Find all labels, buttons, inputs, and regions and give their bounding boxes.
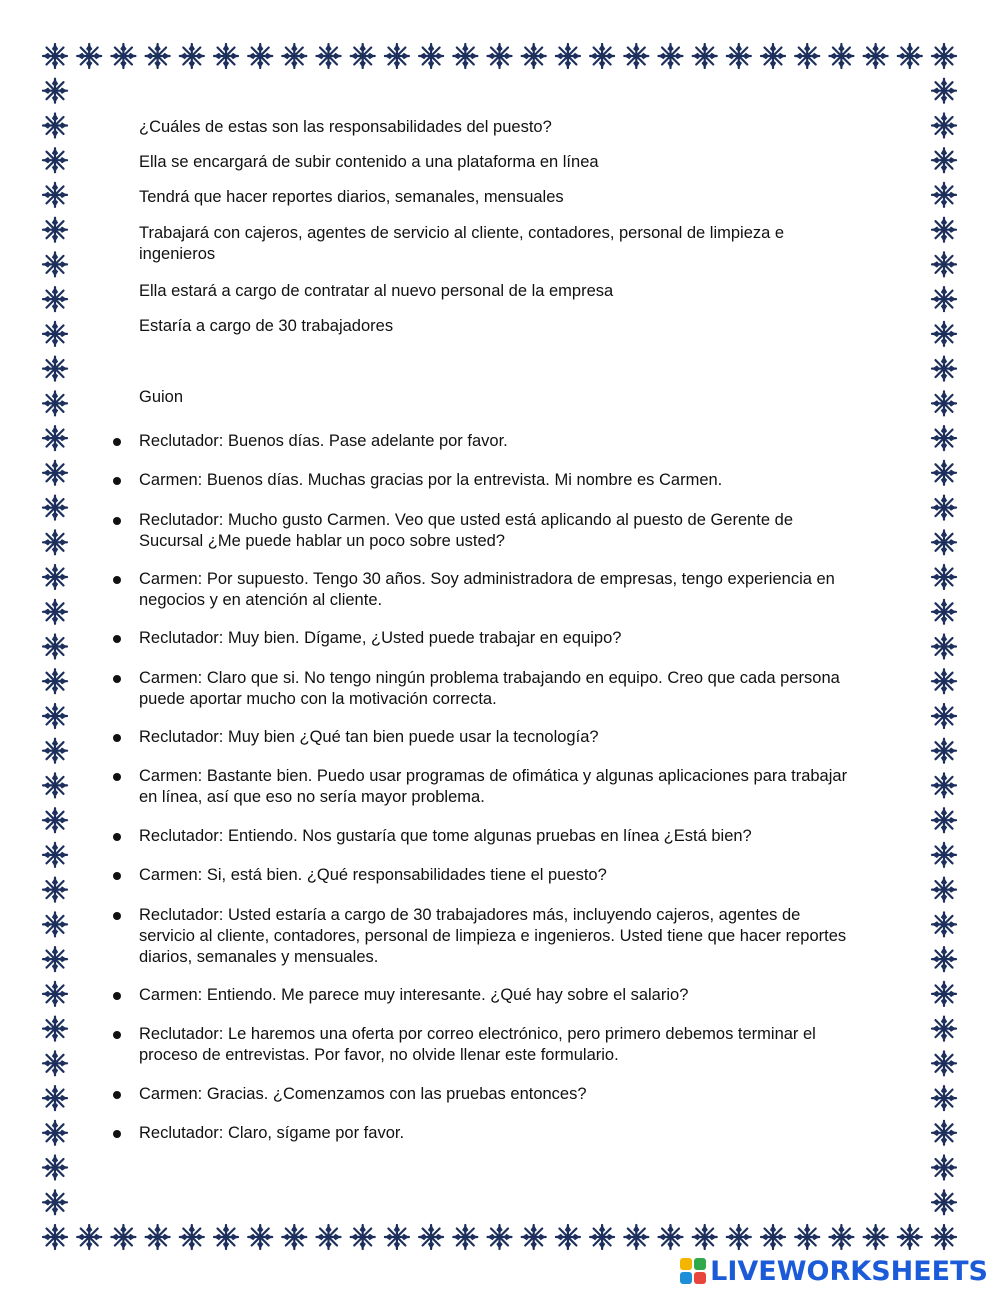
snowflake-ornament-icon [932, 878, 956, 902]
snowflake-ornament-icon [932, 114, 956, 138]
snowflake-ornament-icon [43, 1190, 67, 1214]
script-line: Carmen: Si, está bien. ¿Qué responsabilidades tiene el puesto? [139, 866, 607, 884]
snowflake-ornament-icon [932, 1086, 956, 1110]
snowflake-ornament-icon [864, 1225, 888, 1249]
snowflake-ornament-icon [43, 183, 67, 207]
snowflake-ornament-icon [248, 44, 272, 68]
snowflake-ornament-icon [932, 565, 956, 589]
snowflake-ornament-icon [864, 44, 888, 68]
snowflake-ornament-icon [488, 44, 512, 68]
snowflake-ornament-icon [43, 357, 67, 381]
snowflake-ornament-icon [932, 843, 956, 867]
snowflake-ornament-icon [932, 739, 956, 763]
script-title: Guion [139, 388, 184, 406]
option-item: Tendrá que hacer reportes diarios, semanales, mensuales [139, 188, 564, 206]
snowflake-ornament-icon [932, 1156, 956, 1180]
snowflake-ornament-icon [43, 773, 67, 797]
snowflake-ornament-icon [419, 44, 443, 68]
snowflake-ornament-icon [659, 1225, 683, 1249]
snowflake-ornament-icon [624, 44, 648, 68]
bullet-icon [113, 576, 121, 584]
snowflake-ornament-icon [829, 1225, 853, 1249]
snowflake-ornament-icon [727, 1225, 751, 1249]
snowflake-ornament-icon [932, 1121, 956, 1145]
snowflake-ornament-icon [43, 252, 67, 276]
snowflake-ornament-icon [43, 391, 67, 415]
snowflake-ornament-icon [522, 44, 546, 68]
script-line: Reclutador: Muy bien ¿Qué tan bien puede usar la tecnología? [139, 728, 599, 746]
snowflake-ornament-icon [77, 44, 101, 68]
snowflake-ornament-icon [761, 1225, 785, 1249]
snowflake-ornament-icon [693, 44, 717, 68]
snowflake-ornament-icon [43, 739, 67, 763]
snowflake-ornament-icon [932, 79, 956, 103]
snowflake-ornament-icon [43, 461, 67, 485]
script-line: Carmen: Claro que si. No tengo ningún problema trabajando en equipo. Creo que cada persona puede aportar mucho con la motivación correcta. [139, 669, 840, 708]
snowflake-ornament-icon [795, 44, 819, 68]
snowflake-ornament-icon [43, 600, 67, 624]
snowflake-ornament-icon [43, 426, 67, 450]
snowflake-ornament-icon [932, 912, 956, 936]
snowflake-ornament-icon [43, 1121, 67, 1145]
snowflake-ornament-icon [932, 496, 956, 520]
snowflake-ornament-icon [590, 1225, 614, 1249]
snowflake-ornament-icon [932, 357, 956, 381]
snowflake-ornament-icon [146, 44, 170, 68]
snowflake-ornament-icon [43, 843, 67, 867]
snowflake-ornament-icon [932, 669, 956, 693]
snowflake-ornament-icon [43, 635, 67, 659]
snowflake-ornament-icon [43, 79, 67, 103]
bullet-icon [113, 1031, 121, 1039]
snowflake-ornament-icon [898, 44, 922, 68]
snowflake-ornament-icon [932, 773, 956, 797]
snowflake-ornament-icon [932, 635, 956, 659]
snowflake-ornament-icon [43, 947, 67, 971]
snowflake-ornament-icon [932, 218, 956, 242]
bullet-icon [113, 833, 121, 841]
script-line: Carmen: Buenos días. Muchas gracias por la entrevista. Mi nombre es Carmen. [139, 471, 723, 489]
snowflake-ornament-icon [932, 426, 956, 450]
script-line: Carmen: Gracias. ¿Comenzamos con las pruebas entonces? [139, 1085, 587, 1103]
script-line: Carmen: Por supuesto. Tengo 30 años. Soy administradora de empresas, tengo experiencia en negocios y en atención al cliente. [139, 570, 835, 609]
snowflake-ornament-icon [43, 44, 67, 68]
snowflake-ornament-icon [351, 44, 375, 68]
bullet-icon [113, 734, 121, 742]
snowflake-ornament-icon [43, 704, 67, 728]
snowflake-ornament-icon [43, 1225, 67, 1249]
bullet-icon [113, 1130, 121, 1138]
snowflake-ornament-icon [111, 1225, 135, 1249]
snowflake-ornament-icon [829, 44, 853, 68]
snowflake-ornament-icon [624, 1225, 648, 1249]
option-item: Ella estará a cargo de contratar al nuevo personal de la empresa [139, 282, 614, 300]
snowflake-ornament-icon [453, 44, 477, 68]
snowflake-ornament-icon [111, 44, 135, 68]
snowflake-ornament-icon [43, 218, 67, 242]
snowflake-ornament-icon [43, 878, 67, 902]
snowflake-ornament-icon [43, 1051, 67, 1075]
snowflake-ornament-icon [932, 1051, 956, 1075]
bullet-icon [113, 773, 121, 781]
snowflake-ornament-icon [43, 912, 67, 936]
script-line: Carmen: Bastante bien. Puedo usar programas de ofimática y algunas aplicaciones para trabajar en línea, así que eso no sería mayor problema. [139, 767, 848, 806]
option-item: Trabajará con cajeros, agentes de servicio al cliente, contadores, personal de limpieza e ingenieros [139, 224, 785, 263]
script-line: Reclutador: Le haremos una oferta por correo electrónico, pero primero debemos terminar el proceso de entrevistas. Por favor, no olvide llenar este formulario. [139, 1025, 816, 1064]
snowflake-ornament-icon [180, 1225, 204, 1249]
snowflake-ornament-icon [351, 1225, 375, 1249]
snowflake-ornament-icon [659, 44, 683, 68]
bullet-icon [113, 1091, 121, 1099]
script-line: Reclutador: Muy bien. Dígame, ¿Usted puede trabajar en equipo? [139, 629, 622, 647]
snowflake-ornament-icon [932, 252, 956, 276]
bullet-icon [113, 872, 121, 880]
script-line: Reclutador: Entiendo. Nos gustaría que tome algunas pruebas en línea ¿Está bien? [139, 827, 752, 845]
snowflake-ornament-icon [43, 322, 67, 346]
snowflake-ornament-icon [43, 1017, 67, 1041]
snowflake-ornament-icon [43, 287, 67, 311]
snowflake-ornament-icon [282, 44, 306, 68]
snowflake-ornament-icon [43, 565, 67, 589]
snowflake-ornament-icon [43, 1156, 67, 1180]
brand-text: LIVEWORKSHEETS [710, 1255, 988, 1287]
snowflake-ornament-icon [385, 44, 409, 68]
script-line: Reclutador: Claro, sígame por favor. [139, 1124, 405, 1142]
snowflake-ornament-icon [77, 1225, 101, 1249]
snowflake-ornament-icon [932, 1190, 956, 1214]
snowflake-ornament-icon [43, 669, 67, 693]
snowflake-ornament-icon [43, 530, 67, 554]
snowflake-ornament-icon [522, 1225, 546, 1249]
snowflake-ornament-icon [317, 44, 341, 68]
snowflake-ornament-icon [932, 1225, 956, 1249]
script-line: Reclutador: Usted estaría a cargo de 30 trabajadores más, incluyendo cajeros, agentes de servicio al cliente, contadores, personal de limpieza e ingenieros. Usted tiene que hacer reportes diarios, semanales y mensuales. [139, 906, 847, 966]
liveworksheets-brand[interactable] [680, 1254, 988, 1288]
snowflake-ornament-icon [488, 1225, 512, 1249]
snowflake-ornament-icon [795, 1225, 819, 1249]
bullet-icon [113, 912, 121, 920]
snowflake-ornament-icon [898, 1225, 922, 1249]
snowflake-ornament-icon [590, 44, 614, 68]
snowflake-ornament-icon [932, 982, 956, 1006]
snowflake-ornament-icon [43, 808, 67, 832]
snowflake-ornament-icon [282, 1225, 306, 1249]
bullet-icon [113, 517, 121, 525]
snowflake-ornament-icon [419, 1225, 443, 1249]
option-item: Ella se encargará de subir contenido a una plataforma en línea [139, 153, 599, 171]
snowflake-ornament-icon [248, 1225, 272, 1249]
bullet-icon [113, 635, 121, 643]
bullet-icon [113, 477, 121, 485]
snowflake-ornament-icon [932, 322, 956, 346]
snowflake-ornament-icon [932, 44, 956, 68]
snowflake-ornament-icon [932, 600, 956, 624]
snowflake-ornament-icon [932, 391, 956, 415]
snowflake-ornament-icon [214, 44, 238, 68]
snowflake-ornament-icon [761, 44, 785, 68]
snowflake-ornament-icon [556, 44, 580, 68]
snowflake-ornament-icon [43, 148, 67, 172]
script-line: Reclutador: Mucho gusto Carmen. Veo que usted está aplicando al puesto de Gerente de Sucursal ¿Me puede hablar un poco sobre usted? [139, 511, 794, 550]
snowflake-ornament-icon [932, 148, 956, 172]
snowflake-ornament-icon [932, 461, 956, 485]
snowflake-ornament-icon [43, 114, 67, 138]
snowflake-ornament-icon [146, 1225, 170, 1249]
liveworksheets-logo-icon [680, 1258, 706, 1284]
bullet-icon [113, 675, 121, 683]
snowflake-ornament-icon [180, 44, 204, 68]
snowflake-ornament-icon [932, 183, 956, 207]
question-heading: ¿Cuáles de estas son las responsabilidades del puesto? [139, 118, 552, 136]
snowflake-ornament-icon [727, 44, 751, 68]
snowflake-ornament-icon [932, 704, 956, 728]
script-line: Carmen: Entiendo. Me parece muy interesante. ¿Qué hay sobre el salario? [139, 986, 689, 1004]
bullet-icon [113, 992, 121, 1000]
bullet-icon [113, 438, 121, 446]
snowflake-ornament-icon [932, 1017, 956, 1041]
script-line: Reclutador: Buenos días. Pase adelante por favor. [139, 432, 508, 450]
snowflake-ornament-icon [43, 982, 67, 1006]
snowflake-ornament-icon [693, 1225, 717, 1249]
snowflake-ornament-icon [453, 1225, 477, 1249]
snowflake-ornament-icon [556, 1225, 580, 1249]
snowflake-ornament-icon [317, 1225, 341, 1249]
snowflake-ornament-icon [43, 496, 67, 520]
snowflake-ornament-icon [932, 287, 956, 311]
snowflake-ornament-icon [385, 1225, 409, 1249]
snowflake-ornament-icon [214, 1225, 238, 1249]
option-item: Estaría a cargo de 30 trabajadores [139, 317, 394, 335]
snowflake-ornament-icon [43, 1086, 67, 1110]
snowflake-ornament-icon [932, 808, 956, 832]
snowflake-ornament-icon [932, 530, 956, 554]
snowflake-ornament-icon [932, 947, 956, 971]
